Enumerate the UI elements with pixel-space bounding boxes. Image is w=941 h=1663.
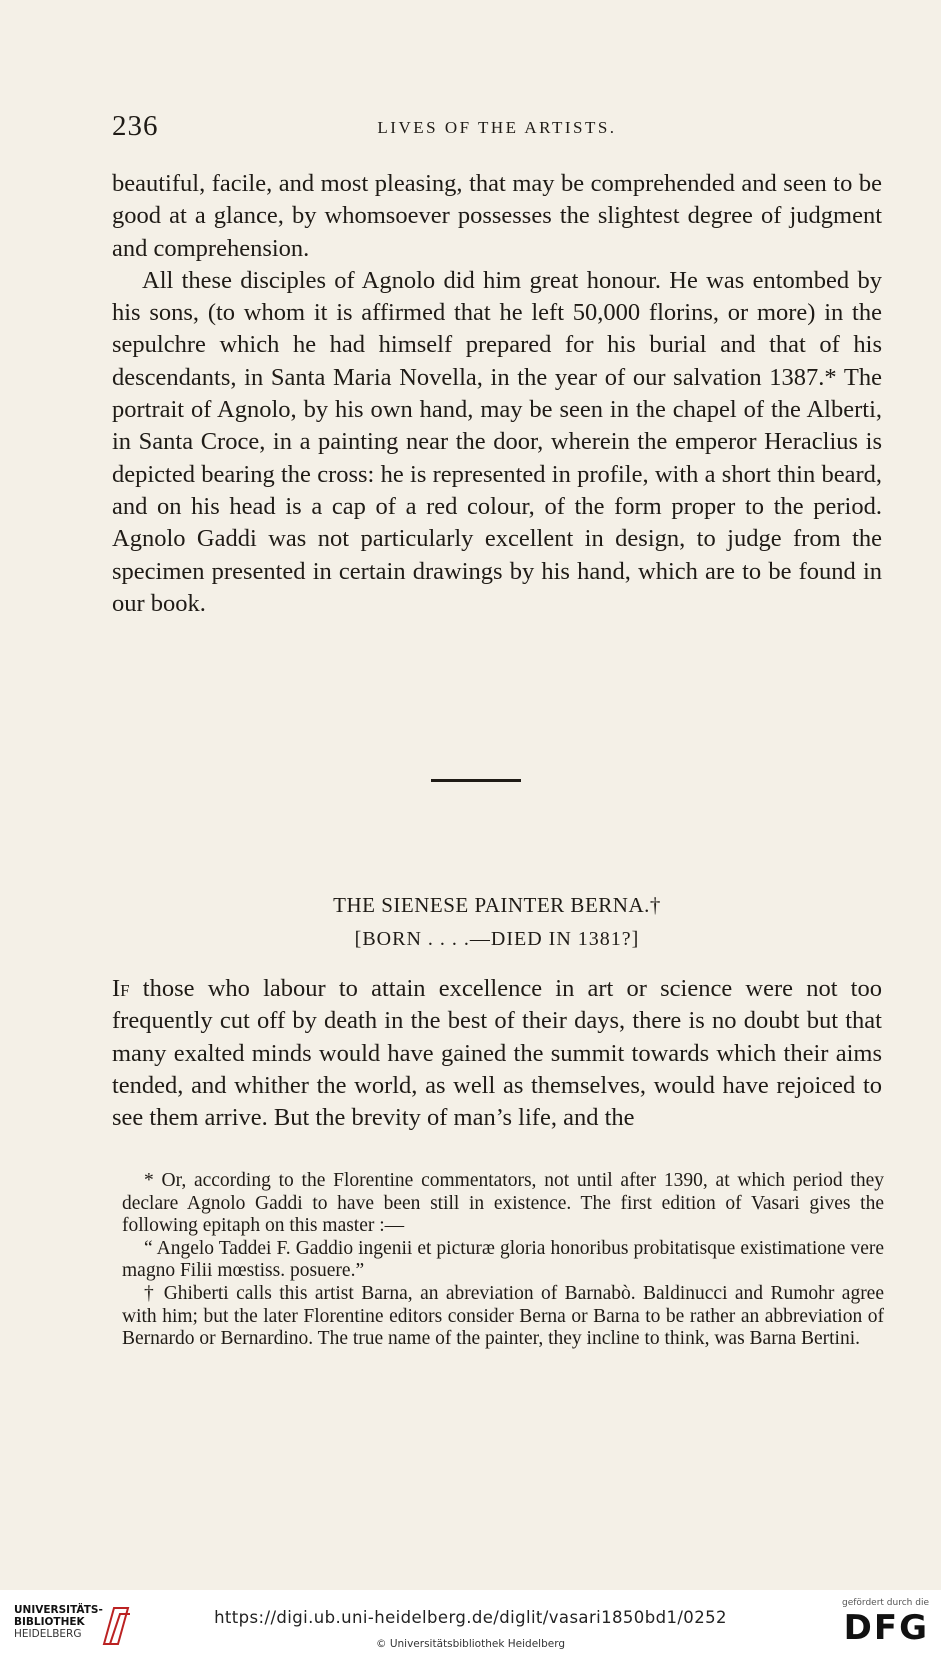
footnote-epitaph: “ Angelo Taddei F. Gaddio ingenii et picturæ gloria honoribus probitatisque existimatione vere magno Filii mœstiss. posuere.”	[122, 1237, 884, 1282]
page-header	[112, 110, 882, 146]
library-name-line3: HEIDELBERG	[14, 1628, 82, 1640]
library-name-line2: BIBLIOTHEK	[14, 1616, 85, 1628]
paragraph-agnolo-burial: All these disciples of Agnolo did him great honour. He was entombed by his sons, (to whom it is affirmed that he left 50,000 florins, or more) in the sepulchre which he had himself prepared for his burial and that of his descendants, in Santa Maria Novella, in the year of our salvation 1387.* The portrait of Agnolo, by his own hand, may be seen in the chapel of the Alberti, in Santa Croce, in a painting near the door, wherein the emperor Heraclius is depicted bearing the cross: he is represented in profile, with a short thin beard, and on his head is a cap of a red colour, of the form proper to the period. Agnolo Gaddi was not particularly excellent in design, to judge from the specimen presented in certain drawings by his hand, which are to be found in our book.	[112, 266, 882, 617]
paragraph-berna-intro	[112, 973, 882, 1134]
section-divider-rule	[431, 779, 521, 782]
footnote-asterisk: * Or, according to the Florentine commentators, not until after 1390, at which period they declare Agnolo Gaddi to have been still in existence. The first edition of Vasari gives the following epitaph on this master :—	[122, 1170, 884, 1237]
dfg-logo[interactable]	[819, 1598, 929, 1654]
footnote-dagger: † Ghiberti calls this artist Barna, an abreviation of Barnabò. Baldinucci and Rumohr agree with him; but the later Florentine editors consider Berna or Barna to be rather an abbreviation of Bernardo or Bernardino. The true name of the painter, they incline to think, was Barna Bertini.	[122, 1282, 884, 1350]
running-title: LIVES OF THE ARTISTS.	[377, 118, 617, 137]
section-title: THE SIENESE PAINTER BERNA.†	[333, 893, 661, 917]
paragraph-berna-intro-text: those who labour to attain excellence in art or science were not too frequently cut off by death in the best of their days, there is no doubt but that many exalted minds would have gained the summit towards which their aims tended, and whither the world, as well as themselves, would have rejoiced to see them arrive. But the brevity of man’s life, and the	[112, 975, 882, 1132]
section-dates: [BORN . . . .—DIED IN 1381?]	[354, 928, 640, 950]
viewer-footer	[0, 1590, 941, 1663]
body-text-lower	[112, 973, 882, 1134]
page-number: 236	[112, 110, 159, 142]
copyright-notice: © Universitätsbibliothek Heidelberg	[375, 1638, 565, 1650]
drop-lead-word: If	[112, 975, 130, 1002]
paragraph-continued: beautiful, facile, and most pleasing, that may be comprehended and seen to be good at a glance, by whomsoever possesses the slightest degree of judgment and comprehension.	[112, 170, 882, 262]
library-name-line1: UNIVERSITÄTS-	[14, 1604, 103, 1616]
body-text-upper	[112, 168, 882, 620]
funder-mark: DFG	[843, 1608, 929, 1648]
funder-caption: gefördert durch die	[842, 1598, 929, 1608]
permalink-url[interactable]: https://digi.ub.uni-heidelberg.de/diglit/vasari1850bd1/0252	[214, 1608, 727, 1627]
footnotes	[122, 1170, 884, 1351]
